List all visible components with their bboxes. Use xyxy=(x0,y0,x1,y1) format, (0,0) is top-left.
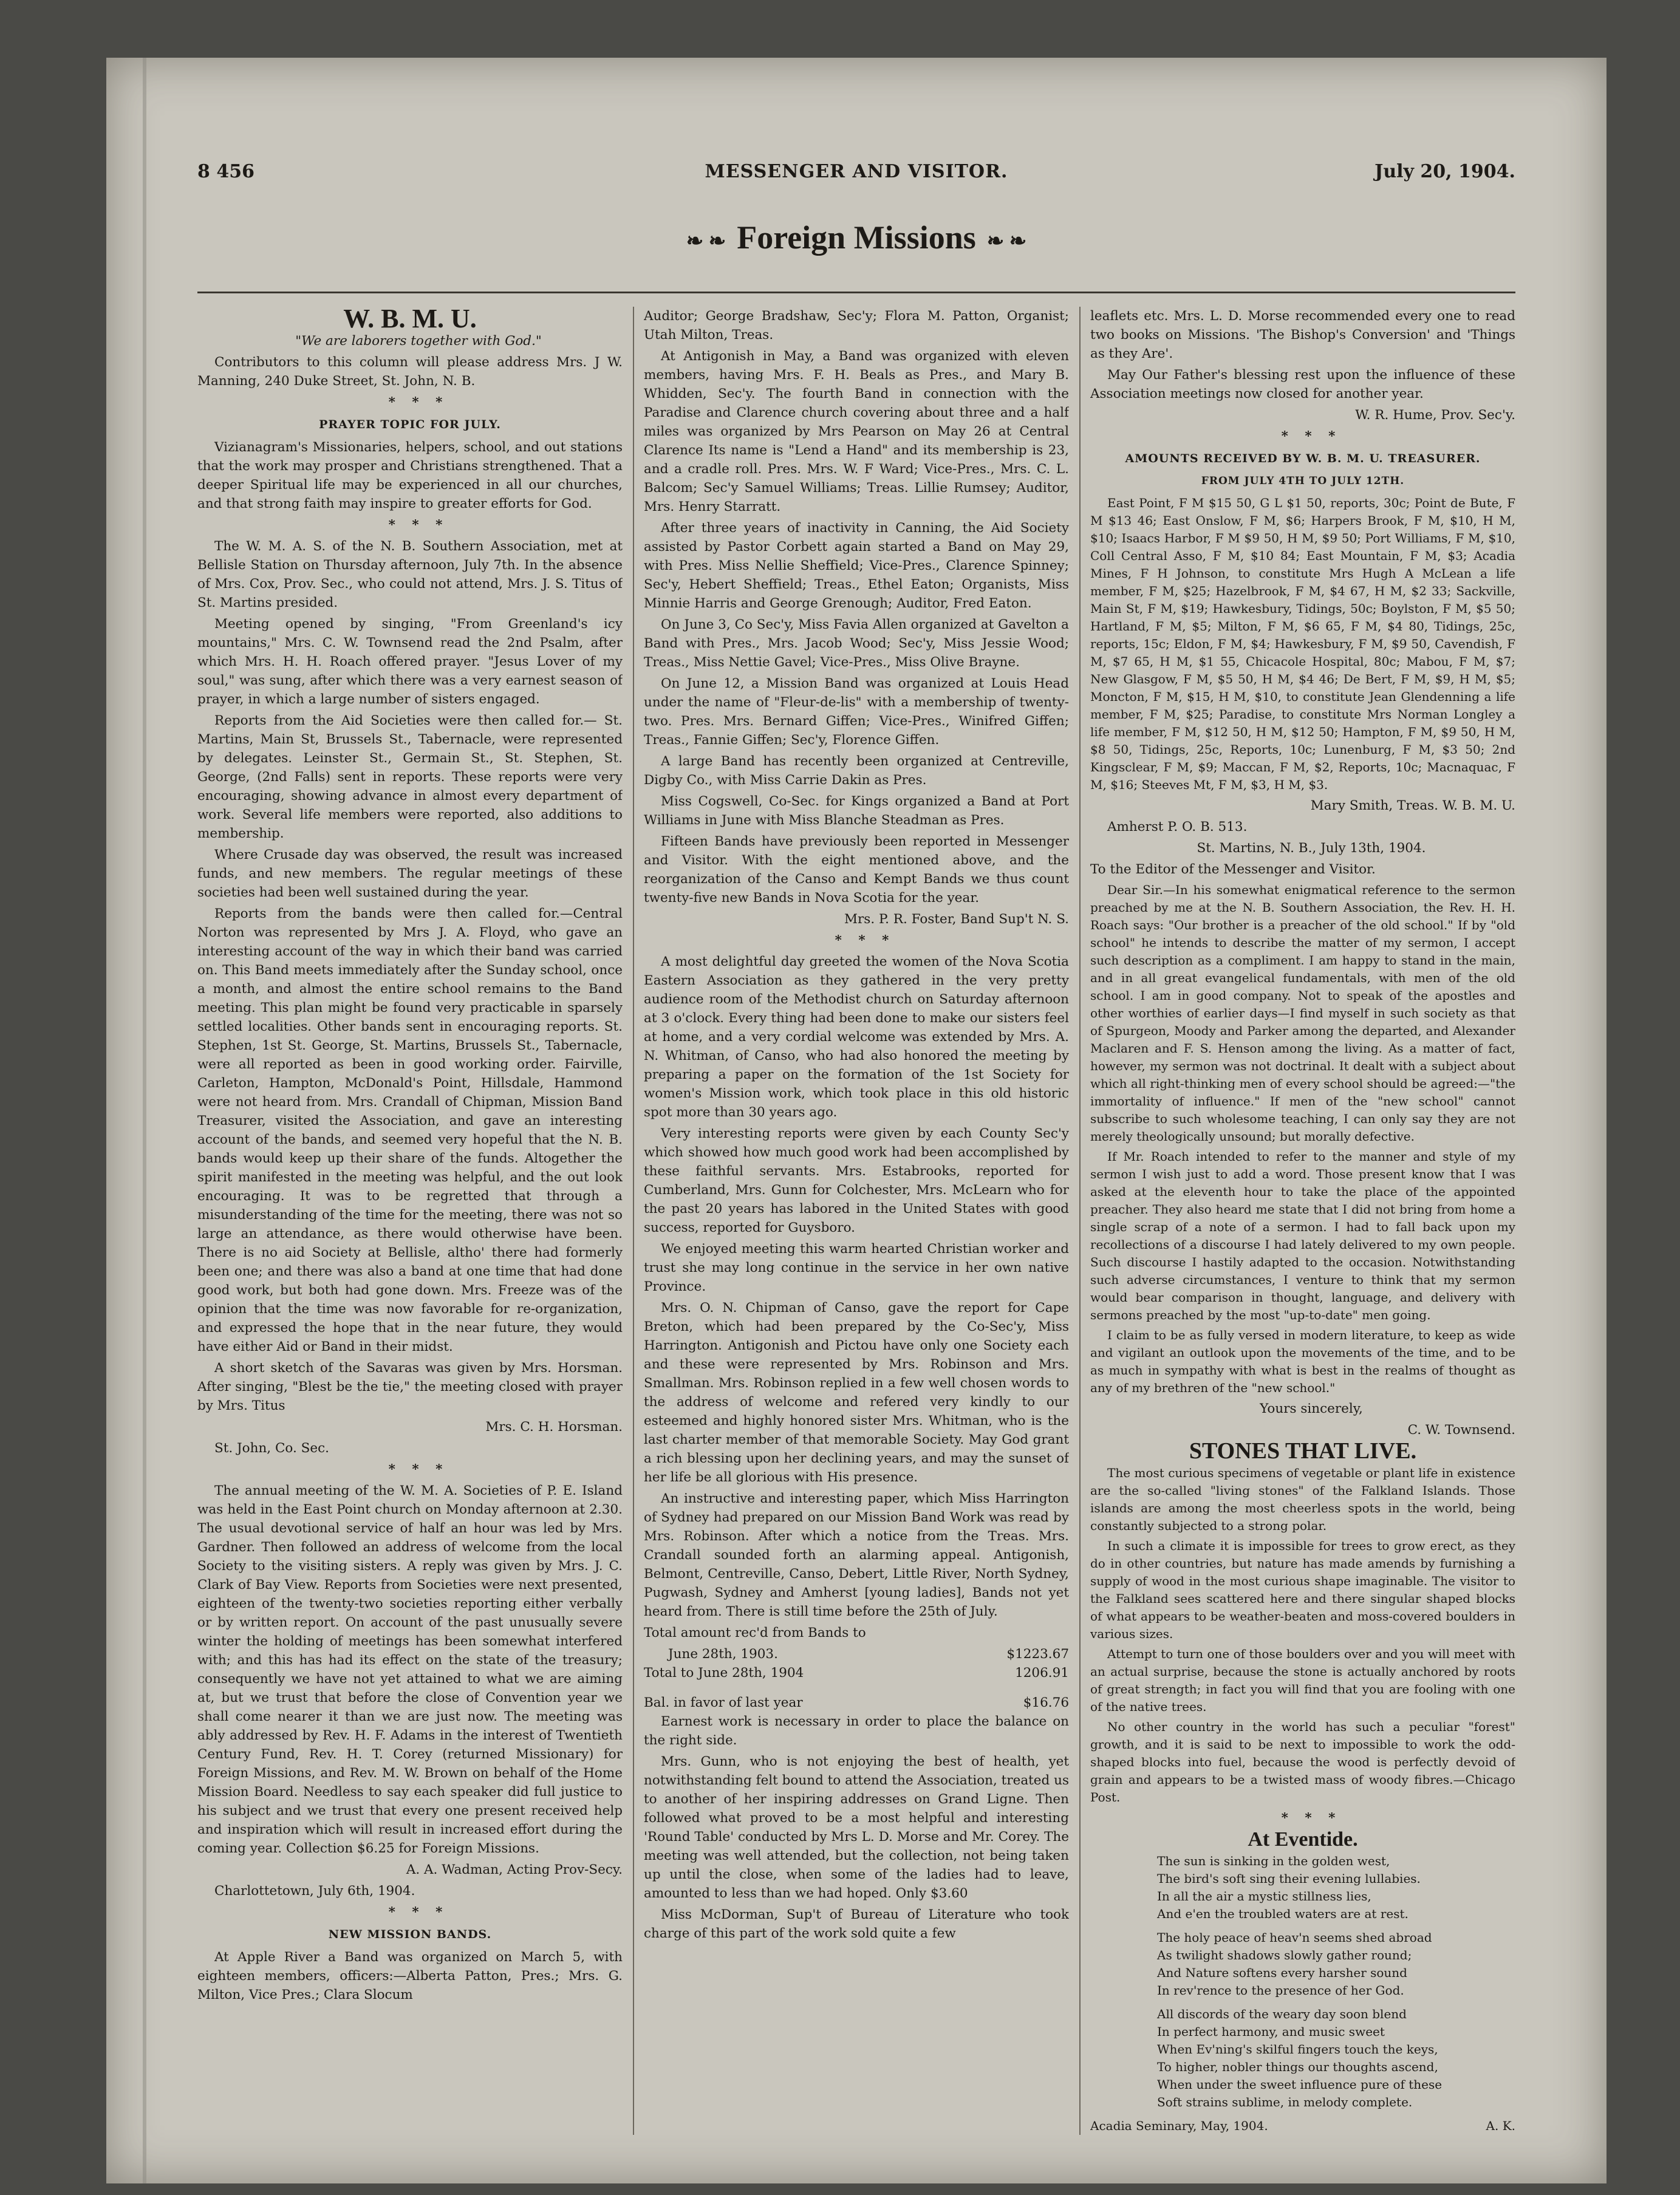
totals-row-label: June 28th, 1903. xyxy=(668,1647,778,1662)
page-header xyxy=(197,161,1515,203)
paragraph: Vizianagram's Missionaries, helpers, school, and out stations that the work may prosper and Christians strengthened. That a deeper Spiritual life may be experienced in all our churches, and that strong faith may inspire to greater efforts for God. xyxy=(197,440,623,511)
signature-place: Amherst P. O. B. 513. xyxy=(1107,819,1248,835)
amounts-subheading: FROM JULY 4TH TO JULY 12TH. xyxy=(1201,475,1405,487)
paragraph: I claim to be as fully versed in modern literature, to keep as wide and vigilant an outlook upon the movements of the time, and to be as much in sympathy with what is best in the realms of thought as any of my brethren of the "new school." xyxy=(1090,1328,1515,1395)
paragraph: A short sketch of the Savaras was given by Mrs. Horsman. After singing, "Blest be the tie," the meeting closed with prayer by Mrs. Titus xyxy=(197,1360,623,1413)
poem-line: When under the sweet influence pure of these xyxy=(1157,2077,1443,2092)
paragraph: Reports from the Aid Societies were then called for.— St. Martins, Main St, Brussels St., Tabernacle, were represented by delegates. Leinster St., Germain St., St. Stephen, St. George, (2nd Falls) sent in reports. These reports were very encouraging, showing advance in almost every department of work. Several life members were reported, also additions to membership. xyxy=(197,713,623,841)
wbmu-motto: "We are laborers together with God." xyxy=(295,333,542,349)
paragraph: Earnest work is necessary in order to place the balance on the right side. xyxy=(644,1714,1069,1748)
signature: Mrs. P. R. Foster, Band Sup't N. S. xyxy=(844,912,1069,927)
signature-place: St. John, Co. Sec. xyxy=(214,1441,329,1456)
poem-stanza xyxy=(1157,1852,1515,1923)
header-rule xyxy=(197,292,1515,293)
paragraph: After three years of inactivity in Canning, the Aid Society assisted by Pastor Corbett again started a Band on May 29, with Pres. Miss Nellie Sheffield; Vice-Pres., Clarence Spinney; Sec'y, Hebert Sheffield; Treas., Ethel Eaton; Organists, Miss Minnie Harris and George Grenough; Auditor, Fred Eaton. xyxy=(644,521,1069,611)
issue-date: July 20, 1904. xyxy=(1374,161,1515,182)
signature: Mary Smith, Treas. W. B. M. U. xyxy=(1310,798,1515,813)
paragraph: Miss McDorman, Sup't of Bureau of Literature who took charge of this part of the work sold quite a few xyxy=(644,1907,1069,1941)
paragraph: Very interesting reports were given by each County Sec'y which showed how much good work had been accomplished by these faithful servants. Mrs. Estabrooks, reported for Cumberland, Mrs. Gunn for Colchester, Mrs. McLearn who for the past 20 years has labored in the United States with good success, reported for Guysboro. xyxy=(644,1126,1069,1235)
column-divider xyxy=(1079,307,1081,2135)
poem-line: And e'en the troubled waters are at rest. xyxy=(1157,1907,1409,1921)
paragraph: East Point, F M $15 50, G L $1 50, reports, 30c; Point de Bute, F M $13 46; East Onslow, F M, $6; Harpers Brook, F M, $10, H M, $10; Isaacs Harbor, F M $9 50, H M, $9 50; Port Williams, F M, $10, Coll Central Asso, F M, $10 84; East Mountain, F M, $3; Acadia Mines, F H Johnson, to constitute Mrs Hugh A McLean a life member, F M, $25; Hazelbrook, F M, $4 67, H M, $2 33; Sackville, Main St, F M, $19; Hawkesbury, Tidings, 50c; Boylston, F M, $5 50; Hartland, F M, $5; Milton, F M, $6 65, F M, $4 80, Tidings, 25c, reports, 15c; Eldon, F M, $4; Hawkesbury, F M, $9 50, Cavendish, F M, $7 65, H M, $1 55, Chicacole Hospital, 80c; Mabou, F M, $7; New Glasgow, F M, $5 50, H M, $4 46; De Bert, F M, $9, H M, $5; Moncton, F M, $15, H M, $10, to constitute Jean Glendenning a life member, F M, $25; Paradise, to constitute Mrs Norman Longley a life member, F M, $12 50, H M, $12 50; Hampton, F M, $9 50, H M, $8 50, Tidings, 25c, Reports, 10c; Lunenburg, F M, $3 50; 2nd Kingsclear, F M, $9; Maccan, F M, $2, Reports, 10c; Macnaquac, F M, $16; Steeves Mt, F M, $3, H M, $3. xyxy=(1090,496,1515,792)
totals-row-value: $16.76 xyxy=(1023,1695,1069,1710)
paragraph: Mrs. O. N. Chipman of Canso, gave the report for Cape Breton, which had been prepared by the Co-Sec'y, Miss Harrington. Antigonish and Pictou have only one Society each and these were represented by Mrs. Robinson and Mrs. Smallman. Mrs. Robinson replied in a few well chosen words to the address of welcome and refered very kindly to our esteemed and highly honored sister Mrs. Whitman, who is the last charter member of that memorable Society. May God grant a rich blessing upon her declining years, and may the sunset of her life be all glorious with His presence. xyxy=(644,1300,1069,1485)
separator-stars: * * * xyxy=(1281,429,1342,444)
separator-stars: * * * xyxy=(388,1462,449,1477)
totals-row-label: Bal. in favor of last year xyxy=(644,1695,803,1710)
separator-stars: * * * xyxy=(835,933,895,948)
paragraph: Mrs. Gunn, who is not enjoying the best of health, yet notwithstanding felt bound to attend the Association, treated us to another of her inspiring addresses on Grand Ligne. Then followed what proved to be a most helpful and interesting 'Round Table' conducted by Mrs L. D. Morse and Mr. Corey. The meeting was well attended, but the collection, not being taken up until the close, when some of the ladies had to leave, amounted to less than we had hoped. Only $3.60 xyxy=(644,1754,1069,1901)
paragraph: In such a climate it is impossible for trees to grow erect, as they do in other countries, but nature has made amends by furnishing a supply of wood in the most curious shape imaginable. The visitor to the Falkland sees scattered here and there singular shaped blocks of what appears to be weather-beaten and moss-covered boulders in various sizes. xyxy=(1090,1538,1515,1641)
paragraph: The most curious specimens of vegetable or plant life in existence are the so-called "living stones" of the Falkland Islands. Those islands are among the most cheerless spots in the world, being constantly subjected to a strong polar. xyxy=(1090,1466,1515,1533)
poem-stanza xyxy=(1157,1929,1515,1999)
paragraph: No other country in the world has such a peculiar "forest" growth, and it is said to be next to impossible to work the odd-shaped blocks into fuel, because the wood is perfectly devoid of grain and appears to be a twisted mass of woody fibres.—Chicago Post. xyxy=(1090,1719,1515,1804)
poem-line: To higher, nobler things our thoughts ascend, xyxy=(1157,2060,1438,2074)
poem-line: All discords of the weary day soon blend xyxy=(1157,2007,1407,2021)
poem-line: When Ev'ning's skilful fingers touch the keys, xyxy=(1157,2042,1438,2057)
paragraph: We enjoyed meeting this warm hearted Christian worker and trust she may long continue in the service in her own native Province. xyxy=(644,1241,1069,1294)
salutation-line: To the Editor of the Messenger and Visitor. xyxy=(1090,862,1376,877)
totals-row-value: $1223.67 xyxy=(1006,1647,1069,1662)
poem-line: In perfect harmony, and music sweet xyxy=(1157,2024,1385,2039)
separator-stars: * * * xyxy=(388,395,449,410)
eventide-heading: At Eventide. xyxy=(1248,1828,1358,1851)
paragraph: An instructive and interesting paper, which Miss Harrington of Sydney had prepared on our Mission Band Work was read by Mrs. Robinson. After which a notice from the Treas. Mrs. Crandall sounded forth an alarming appeal. Antigonish, Belmont, Centreville, Canso, Debert, Little River, North Sydney, Pugwash, Sydney and Amherst [young ladies], Bands not yet heard from. There is still time before the 25th of July. xyxy=(644,1491,1069,1619)
paragraph: On June 12, a Mission Band was organized at Louis Head under the name of "Fleur-de-lis" with a membership of twenty-two. Pres. Mrs. Bernard Giffen; Vice-Pres., Winifred Giffen; Treas., Fannie Giffen; Sec'y, Florence Giffen. xyxy=(644,676,1069,748)
signature: Mrs. C. H. Horsman. xyxy=(485,1419,623,1435)
signature-place: Charlottetown, July 6th, 1904. xyxy=(214,1883,415,1899)
poem-line: In all the air a mystic stillness lies, xyxy=(1157,1889,1371,1903)
section-title xyxy=(106,219,1607,256)
totals-row-label: Total to June 28th, 1904 xyxy=(644,1665,804,1681)
poem-line: The bird's soft sing their evening lullabies. xyxy=(1157,1871,1421,1886)
amounts-heading: AMOUNTS RECEIVED BY W. B. M. U. TREASURER. xyxy=(1125,452,1481,465)
column-3 xyxy=(1090,307,1515,2135)
poem-signature-place: Acadia Seminary, May, 1904. xyxy=(1090,2118,1268,2133)
totals-row xyxy=(644,1693,1069,1712)
poem-signature-initials: A. K. xyxy=(1486,2118,1515,2133)
leaf-ornament-icon: ❧ ❧ xyxy=(986,230,1027,253)
paragraph: A large Band has recently been organized at Centreville, Digby Co., with Miss Carrie Dakin as Pres. xyxy=(644,754,1069,788)
paragraph: Fifteen Bands have previously been reported in Messenger and Visitor. With the eight mentioned above, and the reorganization of the Canso and Kempt Bands we thus count twenty-five new Bands in Nova Scotia for the year. xyxy=(644,834,1069,906)
column-1 xyxy=(197,307,623,2135)
dateline: St. Martins, N. B., July 13th, 1904. xyxy=(1197,841,1426,856)
poem-stanza xyxy=(1157,2006,1515,2111)
paragraph: Auditor; George Bradshaw, Sec'y; Flora M. Patton, Organist; Utah Milton, Treas. xyxy=(644,309,1069,343)
poem-signature xyxy=(1090,2117,1515,2135)
poem-line: The sun is sinking in the golden west, xyxy=(1157,1854,1390,1868)
paragraph: If Mr. Roach intended to refer to the manner and style of my sermon I wish just to add a word. Those present know that I was asked at the eleventh hour to take the place of the appointed preacher. They also heard me state that I did not bring from home a single scrap of a note of a sermon. I had to fall back upon my recollections of a discourse I had lately delivered to my own people. Such discourse I hastily adapted to the occasion. Notwithstanding such adverse circumstances, I venture to think that my sermon would bear comparison in thought, language, and delivery with sermons preached by the most "up-to-date" men going. xyxy=(1090,1149,1515,1322)
page-number: 8 456 xyxy=(197,161,254,182)
signature: W. R. Hume, Prov. Sec'y. xyxy=(1355,408,1515,423)
column-2 xyxy=(644,307,1069,2135)
signature: C. W. Townsend. xyxy=(1407,1422,1515,1438)
separator-stars: * * * xyxy=(388,517,449,533)
poem-line: As twilight shadows slowly gather round; xyxy=(1157,1948,1412,1962)
prayer-topic-heading: PRAYER TOPIC FOR JULY. xyxy=(319,418,501,431)
stones-heading: STONES THAT LIVE. xyxy=(1189,1438,1417,1464)
paragraph: May Our Father's blessing rest upon the influence of these Association meetings now closed for another year. xyxy=(1090,367,1515,401)
totals-row-value: 1206.91 xyxy=(1015,1665,1069,1681)
paragraph: At Antigonish in May, a Band was organized with eleven members, having Mrs. F. H. Beals as Pres., and Mary B. Whidden, Sec'y. The fourth Band in connection with the Paradise and Clarence church covering about three and a half miles was organized by Mrs Pearson on May 26 at Central Clarence Its name is "Lend a Hand" and its membership is 23, and a cradle roll. Pres. Mrs. W. F Ward; Vice-Pres., Mrs. C. L. Balcom; Sec'y Samuel Williams; Treas. Lillie Rumsey; Auditor, Mrs. Henry Starratt. xyxy=(644,349,1069,514)
poem-line: The holy peace of heav'n seems shed abroad xyxy=(1157,1930,1432,1945)
paragraph: Dear Sir.—In his somewhat enigmatical reference to the sermon preached by me at the N. B. Southern Association, the Rev. H. H. Roach says: "Our brother is a preacher of the old school." If by "old school" he intends to describe the matter of my sermon, I accept such description as a compliment. I am happy to stand in the main, and in all great evangelical fundamentals, with men of the old school. I am in good company. Not to speak of the apostles and other worthies of earlier days—I find myself in such society as that of Spurgeon, Moody and Parker among the departed, and Alexander Maclaren and F. S. Henson among the living. As a matter of fact, however, my sermon was not doctrinal. It dealt with a subject about which all right-thinking men of every school should be agreed:—"the immortality of influence." If men of the "new school" cannot subscribe to such wholesome teaching, I can only say they are not merely theologically unsound; but morally defective. xyxy=(1090,882,1515,1144)
totals-row xyxy=(644,1645,1069,1664)
poem-line: In rev'rence to the presence of her God. xyxy=(1157,1983,1404,1998)
paragraph: leaflets etc. Mrs. L. D. Morse recommended every one to read two books on Missions. 'The Bishop's Conversion' and 'Things as they Are'. xyxy=(1090,309,1515,361)
totals-label: Total amount rec'd from Bands to xyxy=(644,1625,866,1640)
paragraph: Meeting opened by singing, "From Greenland's icy mountains," Mrs. C. W. Townsend read the 2nd Psalm, after which Mrs. H. H. Roach offered prayer. "Jesus Lover of my soul," was sung, after which there was a very earnest season of prayer, in which a large number of sisters engaged. xyxy=(197,616,623,707)
scan-edge xyxy=(143,58,146,2183)
paragraph: Contributors to this column will please address Mrs. J W. Manning, 240 Duke Street, St. John, N. B. xyxy=(197,355,623,389)
poem-line: Soft strains sublime, in melody complete. xyxy=(1157,2095,1413,2109)
paragraph: Reports from the bands were then called for.—Central Norton was represented by Mrs J. A. Floyd, who gave an interesting account of the way in which their band was carried on. This Band meets immediately after the Sunday school, once a month, and almost the entire school remains to the Band meeting. This plan might be found very practicable in sparsely settled localities. Other bands sent in encouraging reports. St. Stephen, 1st St. George, St. Martins, Brussels St., Tabernacle, were all reported as been in good working order. Fairville, Carleton, Hampton, McDonald's Point, Hillsdale, Hammond were not heard from. Mrs. Crandall of Chipman, Mission Band Treasurer, visited the Association, and gave an interesting account of the bands, and seemed very hopeful that the N. B. bands would keep up their share of the funds. Altogether the spirit manifested in the meeting was helpful, and the out look encouraging. It was to be regretted that through a misunderstanding of the time for the meeting, there was not so large an attendance, as there would otherwise have been. There is no aid Society at Bellisle, altho' there had formerly been one; and there was also a band at one time that had done good work, but both had gone down. Mrs. Freeze was of the opinion that the time was now favorable for re-organization, and expressed the hope that in the near future, they would have either Aid or Band in their midst. xyxy=(197,906,623,1354)
new-bands-heading: NEW MISSION BANDS. xyxy=(328,1928,492,1941)
paragraph: Attempt to turn one of those boulders over and you will meet with an actual surprise, because the stone is actually anchored by roots of great strength; in fact you will find that you are fooling with one of the native trees. xyxy=(1090,1647,1515,1714)
paragraph: The annual meeting of the W. M. A. Societies of P. E. Island was held in the East Point church on Monday afternoon at 2.30. The usual devotional service of half an hour was led by Mrs. Gardner. Then followed an address of welcome from the local Society to the visiting sisters. A reply was given by Mrs. J. C. Clark of Bay View. Reports from Societies were next presented, eighteen of the twenty-two societies reporting either verbally or by written report. On account of the past unusually severe winter the holding of meetings has been somewhat interfered with; and this has had its effect on the state of the treasury; consequently we have not yet attained to what we are aiming at, but we trust that before the close of Convention year we shall come nearer it than we are just now. The meeting was ably addressed by Rev. H. F. Adams in the interest of Twentieth Century Fund, Rev. H. T. Corey (returned Missionary) for Foreign Missions, and Rev. M. W. Brown on behalf of the Home Mission Board. Needless to say each speaker did full justice to his subject and we trust that every one present received help and inspiration which will result in increased effort during the coming year. Collection $6.25 for Foreign Missions. xyxy=(197,1483,623,1856)
masthead: MESSENGER AND VISITOR. xyxy=(705,161,1008,182)
paragraph: Where Crusade day was observed, the result was increased funds, and new members. The regular meetings of these societies had been well sustained during the year. xyxy=(197,847,623,900)
paragraph: A most delightful day greeted the women of the Nova Scotia Eastern Association as they gathered in the very pretty audience room of the Methodist church on Saturday afternoon at 3 o'clock. Every thing had been done to make our sisters feel at home, and a very cordial welcome was extended by Mrs. A. N. Whitman, of Canso, who had also honored the meeting by preparing a paper on the formation of the 1st Society for women's Mission work, which took place in this old historic spot more than 30 years ago. xyxy=(644,954,1069,1120)
leaf-ornament-icon: ❧ ❧ xyxy=(686,230,726,253)
poem-line: And Nature softens every harsher sound xyxy=(1157,1965,1407,1980)
column-divider xyxy=(633,307,634,2135)
paragraph: On June 3, Co Sec'y, Miss Favia Allen organized at Gavelton a Band with Pres., Mrs. Jacob Wood; Sec'y, Miss Jessie Wood; Treas., Miss Nettie Gavel; Vice-Pres., Miss Olive Brayne. xyxy=(644,617,1069,670)
paragraph: The W. M. A. S. of the N. B. Southern Association, met at Bellisle Station on Thursday afternoon, July 7th. In the absence of Mrs. Cox, Prov. Sec., who could not attend, Mrs. J. S. Titus of St. Martins presided. xyxy=(197,539,623,610)
paragraph: At Apple River a Band was organized on March 5, with eighteen members, officers:—Alberta Patton, Pres.; Mrs. G. Milton, Vice Pres.; Clara Slocum xyxy=(197,1950,623,2002)
signature: Yours sincerely, xyxy=(1260,1401,1363,1416)
newspaper-page xyxy=(106,58,1607,2183)
section-title-text: Foreign Missions xyxy=(737,219,976,256)
paragraph: Miss Cogswell, Co-Sec. for Kings organized a Band at Port Williams in June with Miss Blanche Steadman as Pres. xyxy=(644,794,1069,828)
signature: A. A. Wadman, Acting Prov-Secy. xyxy=(406,1862,623,1877)
separator-stars: * * * xyxy=(1281,1811,1342,1826)
separator-stars: * * * xyxy=(388,1905,449,1920)
wbmu-heading: W. B. M. U. xyxy=(343,307,477,333)
totals-row xyxy=(644,1664,1069,1682)
